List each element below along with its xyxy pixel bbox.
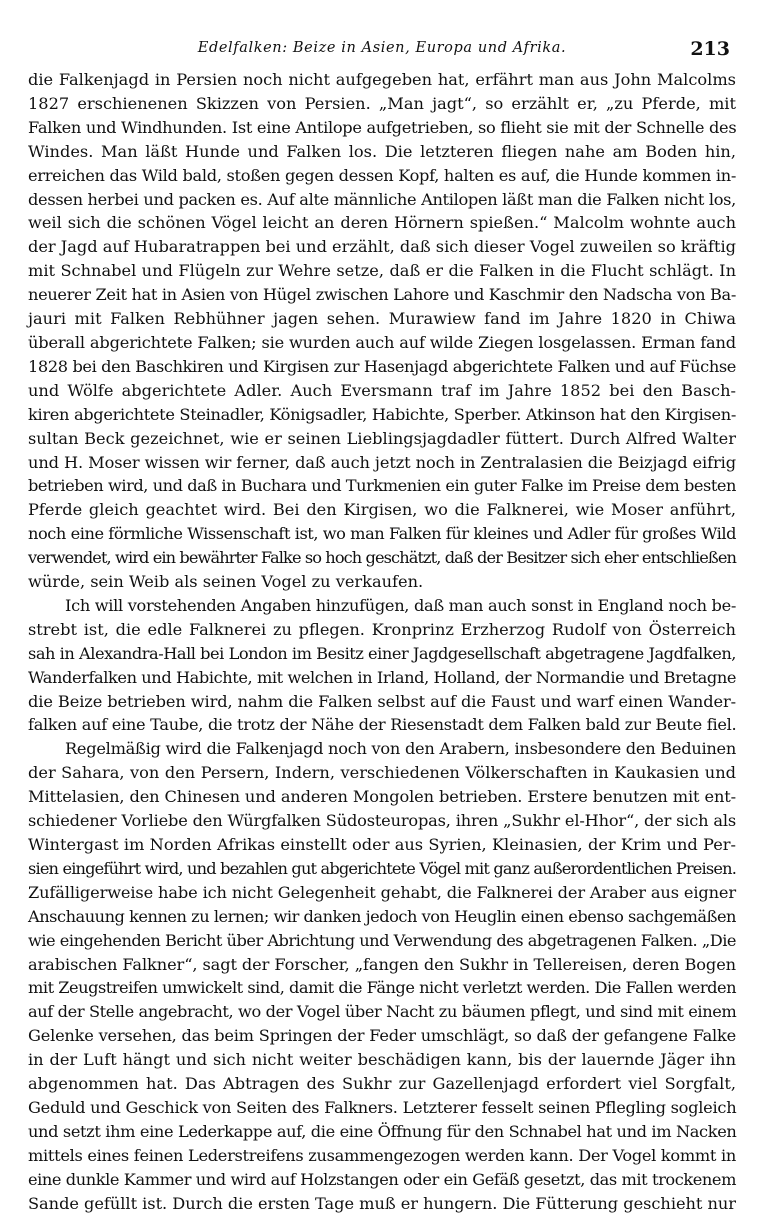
text-line: jauri mit Falken Rebhühner jagen sehen. Murawiew fand im Jahre 1820 in Chiwa [28, 309, 736, 329]
text-line: arabischen Falkner“, sagt der Forscher, „fangen den Sukhr in Tellereisen, deren Bogen [28, 954, 736, 974]
running-title: Edelfalken: Beize in Asien, Europa und Afrika. [197, 40, 567, 56]
text-line: der Sahara, von den Persern, Indern, verschiedenen Völkerschaften in Kaukasien und [28, 763, 736, 783]
text-line: kiren abgerichtete Steinadler, Königsadler, Habichte, Sperber. Atkinson hat den Kirgisen- [28, 404, 736, 424]
text-line: falken auf eine Taube, die trotz der Nähe der Riesenstadt dem Falken bald zur Beute fiel. [28, 715, 737, 735]
text-line: und setzt ihm eine Lederkappe auf, die eine Öffnung für den Schnabel hat und im Nacken [28, 1121, 737, 1141]
text-line: Anschauung kennen zu lernen; wir danken jedoch von Heuglin einen ebenso sachgemäßen [28, 906, 736, 926]
text-line: Wanderfalken und Habichte, mit welchen in Irland, Holland, der Normandie und Bretagne [28, 667, 737, 687]
text-line: neuerer Zeit hat in Asien von Hügel zwischen Lahore und Kaschmir den Nadscha von Ba- [28, 285, 736, 305]
text-line: Geduld und Geschick von Seiten des Falkners. Letzterer fesselt seinen Pflegling sogleich [28, 1097, 737, 1117]
text-line: mittels eines feinen Lederstreifens zusammengezogen werden kann. Der Vogel kommt in [28, 1145, 736, 1165]
running-head [28, 34, 736, 68]
text-line: Mittelasien, den Chinesen und anderen Mongolen betrieben. Erstere benutzen mit ent- [28, 787, 736, 807]
text-line: eine dunkle Kammer und wird auf Holzstangen oder ein Gefäß gesetzt, das mit trockenem [28, 1169, 736, 1189]
text-line: 1827 erschienenen Skizzen von Persien. „Man jagt“, so erzählt er, „zu Pferde, mit [28, 93, 736, 113]
text-line: Wintergast im Norden Afrikas einstellt oder aus Syrien, Kleinasien, der Krim und Per- [28, 835, 736, 854]
text-line: Falken und Windhunden. Ist eine Antilope aufgetrieben, so flieht sie mit der Schnelle des [28, 117, 737, 137]
text-line: Sande gefüllt ist. Durch die ersten Tage muß er hungern. Die Fütterung geschieht nur [28, 1193, 736, 1213]
text-line: die Beize betrieben wird, nahm die Falken selbst auf die Faust und warf einen Wander- [28, 691, 736, 711]
paragraph [28, 68, 736, 594]
text-line: in der Luft hängt und sich nicht weiter beschädigen kann, bis der lauernde Jäger ihn [28, 1050, 736, 1070]
text-line: mit Zeugstreifen umwickelt sind, damit die Fänge nicht verletzt werden. Die Fallen werden [28, 978, 737, 998]
text-line: der Jagd auf Hubaratrappen bei und erzählt, daß sich dieser Vogel zuweilen so kräftig [28, 237, 736, 257]
text-line: Windes. Man läßt Hunde und Falken los. Die letzteren fliegen nahe am Boden hin, [28, 141, 736, 161]
paragraph [28, 594, 736, 737]
text-line: und H. Moser wissen wir ferner, daß auch jetzt noch in Zentralasien die Beizjagd eifrig [28, 452, 737, 472]
text-line: sien eingeführt wird, und bezahlen gut abgerichtete Vögel mit ganz außerordentlichen Preisen. [28, 858, 737, 878]
text-line: verwendet, wird ein bewährter Falke so hoch geschätzt, daß der Besitzer sich eher entschließen [28, 548, 736, 568]
text-line: wie eingehenden Bericht über Abrichtung und Verwendung des abgetragenen Falken. „Die [28, 930, 737, 950]
text-line: die Falkenjagd in Persien noch nicht aufgegeben hat, erfährt man aus John Malcolms [28, 70, 736, 89]
text-line: überall abgerichtete Falken; sie wurden auch auf wilde Ziegen losgelassen. Erman fand [28, 332, 736, 352]
text-body [28, 68, 736, 1216]
text-line: sah in Alexandra-Hall bei London im Besitz einer Jagdgesellschaft abgetragene Jagdfalken, [28, 643, 736, 663]
book-page [28, 34, 737, 1213]
text-line: Zufälligerweise habe ich nicht Gelegenheit gehabt, die Falknerei der Araber aus eigner [28, 882, 736, 902]
text-line: Pferde gleich geachtet wird. Bei den Kirgisen, wo die Falknerei, wie Moser anführt, [28, 500, 736, 520]
page-number: 213 [690, 38, 730, 60]
text-line: dessen herbei und packen es. Auf alte männliche Antilopen läßt man die Falken nicht los, [28, 189, 736, 209]
text-line: Regelmäßig wird die Falkenjagd noch von den Arabern, insbesondere den Beduinen [65, 739, 737, 759]
paragraph [28, 737, 736, 1215]
text-line: 1828 bei den Baschkiren und Kirgisen zur Hasenjagd abgerichtete Falken und auf Füchse [28, 356, 736, 376]
text-line: mit Schnabel und Flügeln zur Wehre setze, daß er die Falken in die Flucht schlägt. In [28, 261, 736, 281]
text-line: abgenommen hat. Das Abtragen des Sukhr zur Gazellenjagd erfordert viel Sorgfalt, [28, 1074, 736, 1094]
text-line: sultan Beck gezeichnet, wie er seinen Lieblingsjagdadler füttert. Durch Alfred Walter [28, 428, 736, 448]
text-line: strebt ist, die edle Falknerei zu pflegen. Kronprinz Erzherzog Rudolf von Österreich [28, 619, 736, 639]
text-line: Ich will vorstehenden Angaben hinzufügen, daß man auch sonst in England noch be- [65, 595, 736, 615]
text-line: betrieben wird, und daß in Buchara und Turkmenien ein guter Falke im Preise dem besten [28, 476, 737, 496]
text-line: würde, sein Weib als seinen Vogel zu verkaufen. [28, 572, 424, 592]
text-line: erreichen das Wild bald, stoßen gegen dessen Kopf, halten es auf, die Hunde kommen in- [28, 165, 737, 185]
text-line: und Wölfe abgerichtete Adler. Auch Eversmann traf im Jahre 1852 bei den Basch- [28, 380, 736, 400]
text-line: schiedener Vorliebe den Würgfalken Südosteuropas, ihren „Sukhr el-Hhor“, der sich als [28, 811, 736, 831]
text-line: auf der Stelle angebracht, wo der Vogel über Nacht zu bäumen pflegt, und sind mit einem [28, 1002, 737, 1022]
text-line: Gelenke versehen, das beim Springen der Feder umschlägt, so daß der gefangene Falke [28, 1026, 737, 1046]
text-line: weil sich die schönen Vögel leicht an deren Hörnern spießen.“ Malcolm wohnte auch [28, 213, 736, 233]
text-line: noch eine förmliche Wissenschaft ist, wo man Falken für kleines und Adler für großes Wild [28, 524, 736, 544]
